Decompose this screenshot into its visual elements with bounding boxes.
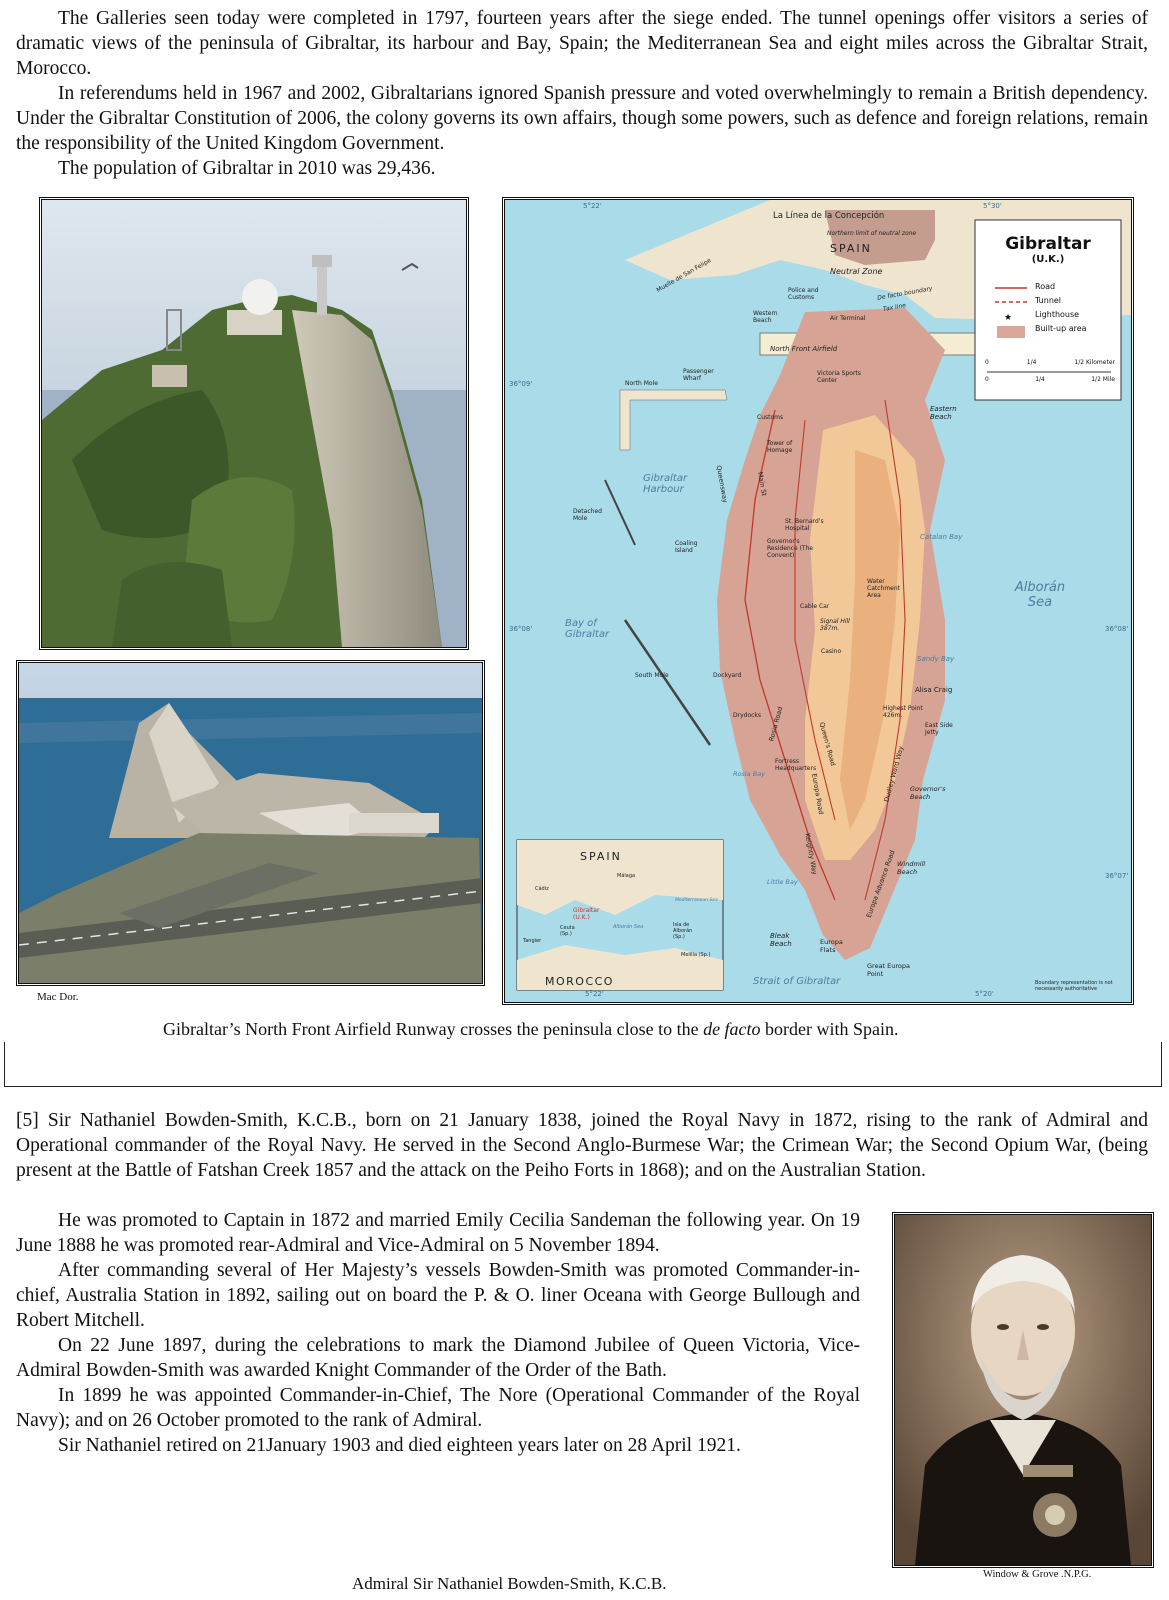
map-title: Gibraltar: [1005, 234, 1091, 254]
portrait-caption: Admiral Sir Nathaniel Bowden-Smith, K.C.B.: [352, 1574, 667, 1593]
intro-text: [16, 6, 1148, 181]
figure-caption: Gibraltar’s North Front Airfield Runway crosses the peninsula close to the de facto border with Spain.: [163, 1019, 899, 1039]
rock-summit-photo: [39, 197, 469, 650]
bio-paragraph-5: In 1899 he was appointed Commander-in-Chief, The Nore (Operational Commander of the Royal Navy); and on 26 October promoted to the rank of Admiral.: [16, 1385, 860, 1431]
bio-body: [16, 1208, 860, 1458]
aerial-runway-photo: [16, 660, 485, 986]
photo-credit: Mac Dor.: [37, 991, 79, 1003]
bio-paragraph-2: He was promoted to Captain in 1872 and married Emily Cecilia Sandeman the following year. On 19 June 1888 he was promoted rear-Admiral and Vice-Admiral on 5 November 1894.: [16, 1210, 860, 1256]
map-subtitle: (U.K.): [1031, 254, 1065, 265]
portrait-credit: Window & Grove .N.P.G.: [983, 1569, 1092, 1580]
bio-intro: [16, 1108, 1148, 1183]
intro-paragraph-3: The population of Gibraltar in 2010 was 29,436.: [58, 158, 436, 179]
legend-builtup: Built-up area: [1035, 324, 1087, 333]
bio-paragraph-3: After commanding several of Her Majesty’s vessels Bowden-Smith was promoted Commander-in-chief, Australia Station in 1892, sailing out on board the P. & O. liner Oceana with George Bullough and Robert Mitchell.: [16, 1260, 860, 1331]
intro-paragraph-2: In referendums held in 1967 and 2002, Gibraltarians ignored Spanish pressure and voted overwhelmingly to remain a British dependency. Under the Gibraltar Constitution of 2006, the colony governs its own affairs, though some powers, such as defence and foreign relations, remain the responsibility of the United Kingdom Government.: [16, 83, 1148, 154]
scale-mile: 0 1/4 1/2 Mile: [985, 376, 1115, 383]
legend-tunnel: Tunnel: [1035, 296, 1062, 305]
map-labels: 5°22' 5°30' 36°09' 36°08' 36°08' 36°07' 5°22' 5°20' La Línea de la Concepción Northern limit of neutral zone SPAIN Neutral Zone Muelle de San Felipe Police and Customs De facto boundary Tax line Western Beach Air Terminal North Front Airfield Passenger Wharf North Mole Victoria Sports Center Customs Eastern Beach Tower of Homage Gibraltar Harbour Queensway Main St St. Bernard's Hospital Detached Mole Coaling Island Governor's Residence (The Convent) Catalan Bay Water Catchment Area Alborán Sea Cable Car Signal Hill 387m. Bay of Gibraltar Casino Sandy Bay South Mole Dockyard Alisa Craig Highest Point 426m. East Side Jetty Drydocks Rosia Road Queen's Road Europa Road Fortress Headquarters Rosia Bay Dudley Ward Way Governor's Beach Keightly Way Windmill Beach Little Bay Europa Advance Road Bleak Beach Europa Flats Great Europa Point Strait of Gibraltar Boundary representation is not necessarily authoritative SPAIN MOROCCO Málaga Cádiz Gibraltar (U.K.) Ceuta (Sp.) Tangier Alborán Sea Mediterranean Sea Isla de Alborán (Sp.) Melilla (Sp.): [509, 202, 1129, 998]
bio-paragraph-1: [5] Sir Nathaniel Bowden-Smith, K.C.B., born on 21 January 1838, joined the Royal Navy in 1872, rising to the rank of Admiral and Operational commander of the Royal Navy. He served in the Second Anglo-Burmese War; the Crimean War; the Second Opium War, (being present at the Battle of Fatshan Creek 1857 and the attack on the Peiho Forts in 1868); and on the Australian Station.: [16, 1110, 1148, 1181]
legend-road: Road: [1035, 282, 1056, 291]
scale-km: 0 1/4 1/2 Kilometer: [985, 359, 1115, 366]
gibraltar-map: [502, 197, 1134, 1005]
intro-paragraph-1: The Galleries seen today were completed in 1797, fourteen years after the siege ended. The tunnel openings offer visitors a series of dramatic views of the peninsula of Gibraltar, its harbour and Bay, Spain; the Mediterranean Sea and eight miles across the Gibraltar Strait, Morocco.: [16, 8, 1148, 79]
bio-paragraph-4: On 22 June 1897, during the celebrations to mark the Diamond Jubilee of Queen Victoria, Vice-Admiral Bowden-Smith was awarded Knight Commander of the Order of the Bath.: [16, 1335, 860, 1381]
bio-paragraph-6: Sir Nathaniel retired on 21January 1903 and died eighteen years later on 28 April 1921.: [58, 1435, 741, 1456]
admiral-portrait: [892, 1212, 1154, 1568]
caption-bracket: [4, 1042, 1162, 1087]
svg-text:★: ★: [1003, 313, 1013, 323]
legend-lighthouse: Lighthouse: [1035, 310, 1080, 319]
